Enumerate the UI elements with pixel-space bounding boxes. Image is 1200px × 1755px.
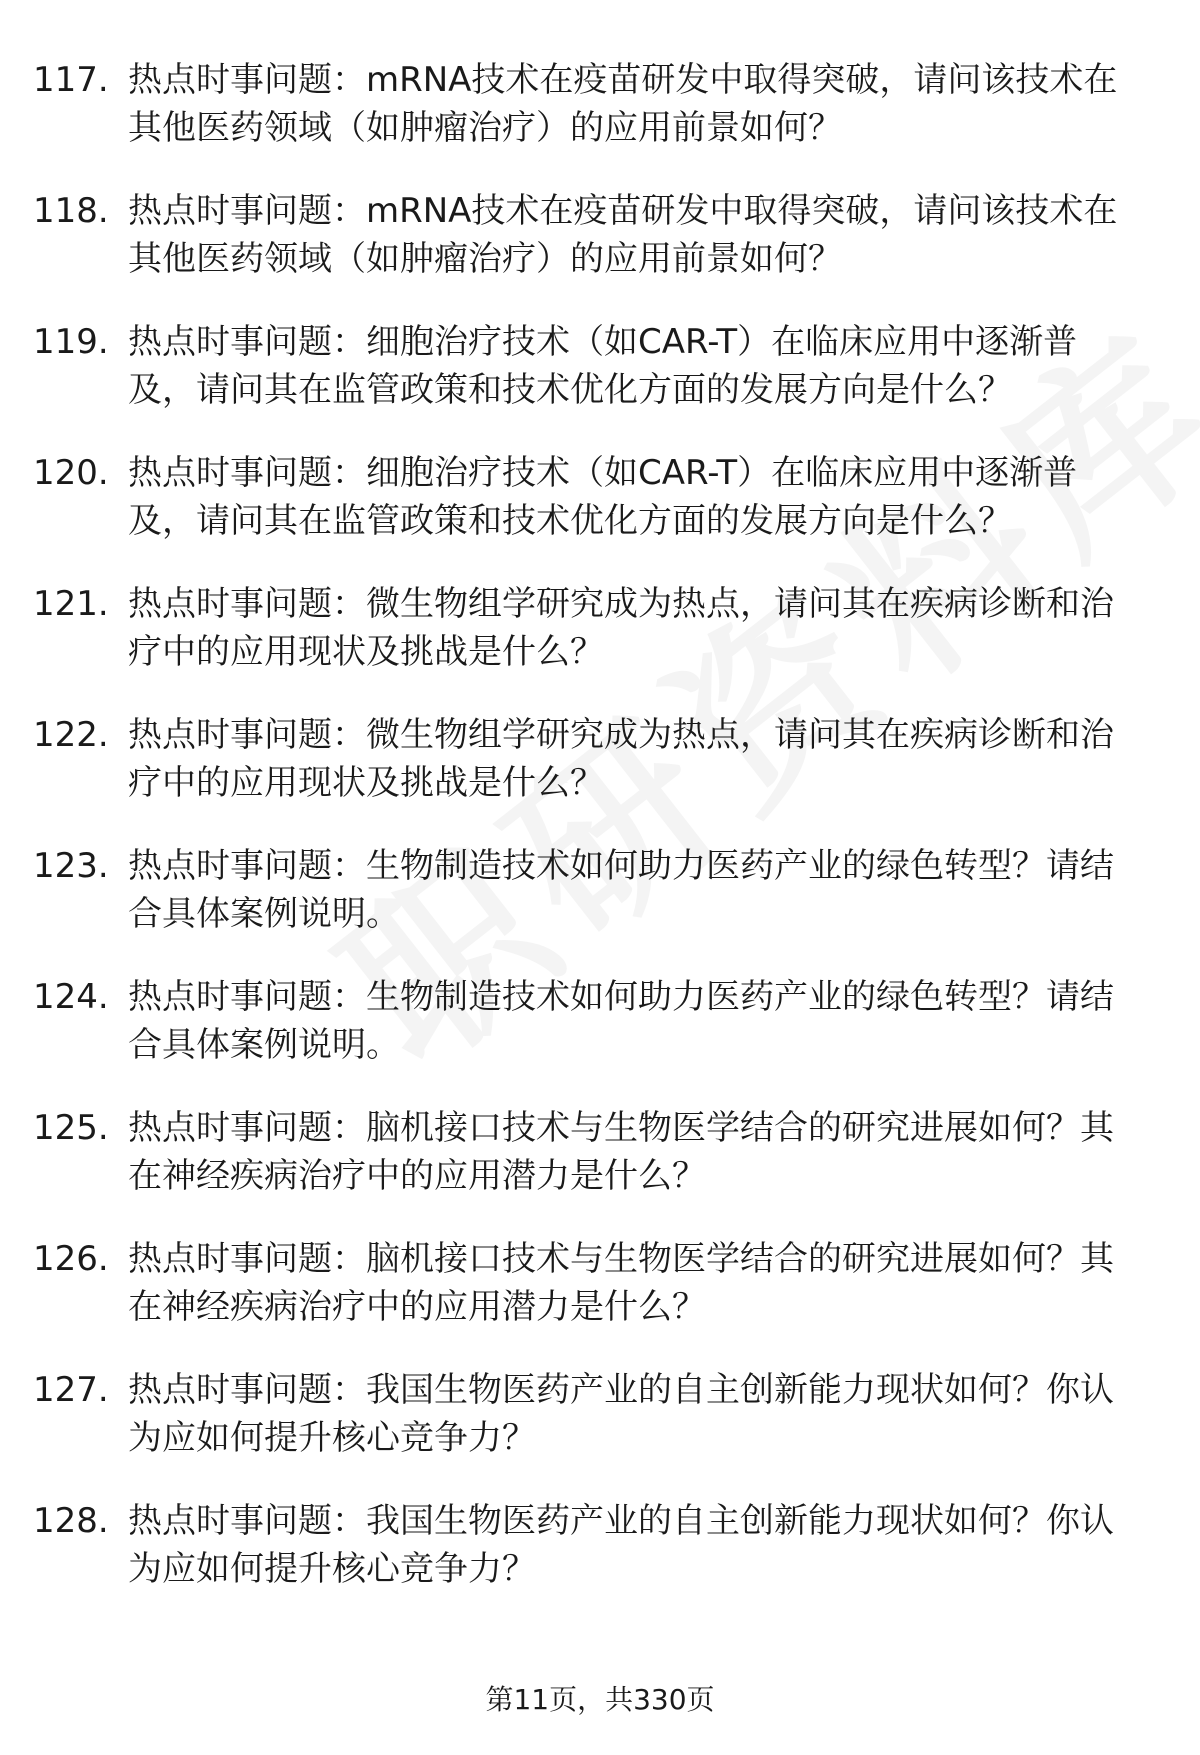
question-item: [0, 973, 1200, 1104]
question-text: 热点时事问题：脑机接口技术与生物医学结合的研究进展如何？其在神经疾病治疗中的应用潜力是什么？: [128, 1108, 1114, 1196]
question-number: 126.: [33, 1239, 109, 1279]
question-item: [0, 711, 1200, 842]
question-item: [0, 1497, 1200, 1628]
question-number: 123.: [33, 846, 109, 886]
page-indicator: 第11页，共330页: [485, 1683, 715, 1716]
question-text: 热点时事问题：微生物组学研究成为热点，请问其在疾病诊断和治疗中的应用现状及挑战是什么？: [128, 584, 1114, 672]
question-list: [0, 56, 1200, 1628]
question-number: 119.: [33, 322, 109, 362]
question-number: 121.: [33, 584, 109, 624]
question-number: 118.: [33, 191, 109, 231]
question-item: [0, 1235, 1200, 1366]
question-text: 热点时事问题：生物制造技术如何助力医药产业的绿色转型？请结合具体案例说明。: [128, 977, 1114, 1065]
question-item: [0, 1366, 1200, 1497]
question-item: [0, 449, 1200, 580]
question-item: [0, 1104, 1200, 1235]
question-item: [0, 842, 1200, 973]
question-item: [0, 56, 1200, 187]
question-number: 122.: [33, 715, 109, 755]
question-number: 117.: [33, 60, 109, 100]
question-text: 热点时事问题：生物制造技术如何助力医药产业的绿色转型？请结合具体案例说明。: [128, 846, 1114, 934]
question-text: 热点时事问题：细胞治疗技术（如CAR-T）在临床应用中逐渐普及，请问其在监管政策和技术优化方面的发展方向是什么？: [128, 453, 1078, 541]
question-text: 热点时事问题：细胞治疗技术（如CAR-T）在临床应用中逐渐普及，请问其在监管政策和技术优化方面的发展方向是什么？: [128, 322, 1078, 410]
question-text: 热点时事问题：mRNA技术在疫苗研发中取得突破，请问该技术在其他医药领域（如肿瘤治疗）的应用前景如何？: [128, 60, 1118, 148]
question-number: 125.: [33, 1108, 109, 1148]
question-number: 127.: [33, 1370, 109, 1410]
question-item: [0, 318, 1200, 449]
question-text: 热点时事问题：mRNA技术在疫苗研发中取得突破，请问该技术在其他医药领域（如肿瘤治疗）的应用前景如何？: [128, 191, 1118, 279]
page-footer: [0, 1680, 1200, 1720]
question-text: 热点时事问题：我国生物医药产业的自主创新能力现状如何？你认为应如何提升核心竞争力？: [128, 1501, 1114, 1589]
question-item: [0, 187, 1200, 318]
question-text: 热点时事问题：我国生物医药产业的自主创新能力现状如何？你认为应如何提升核心竞争力？: [128, 1370, 1114, 1458]
question-text: 热点时事问题：脑机接口技术与生物医学结合的研究进展如何？其在神经疾病治疗中的应用潜力是什么？: [128, 1239, 1114, 1327]
question-text: 热点时事问题：微生物组学研究成为热点，请问其在疾病诊断和治疗中的应用现状及挑战是什么？: [128, 715, 1114, 803]
question-number: 120.: [33, 453, 109, 493]
question-number: 124.: [33, 977, 109, 1017]
question-item: [0, 580, 1200, 711]
question-number: 128.: [33, 1501, 109, 1541]
